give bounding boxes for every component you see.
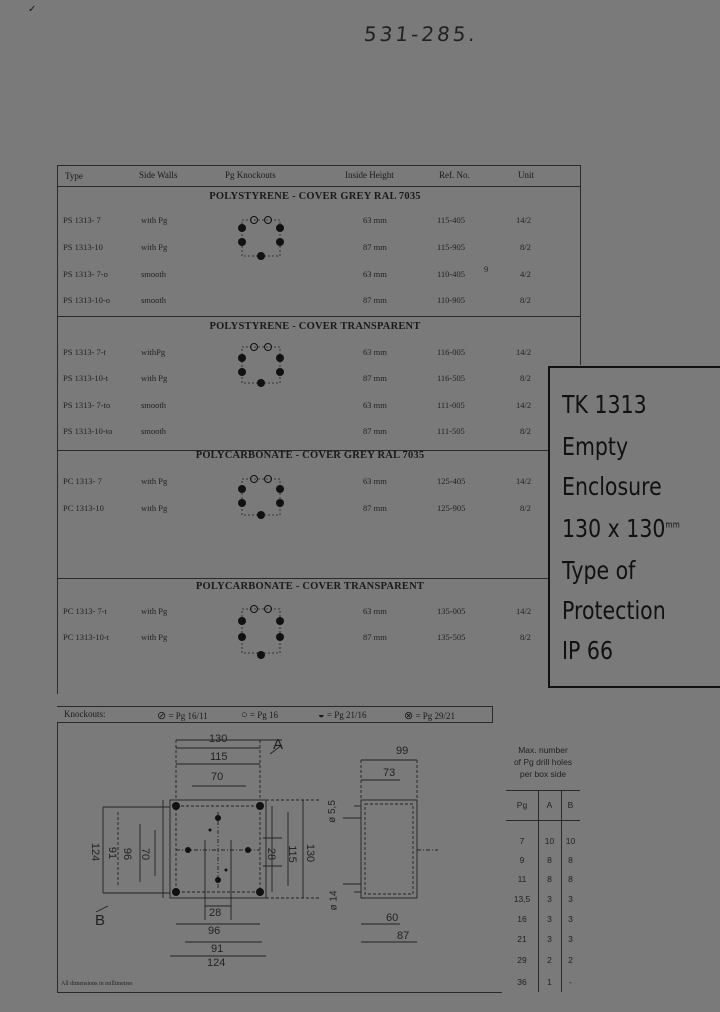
title-line: TK 1313 [562, 390, 647, 419]
dim-label: 130 [209, 733, 228, 745]
slashed-circle-icon: ⊘ [157, 710, 167, 722]
knockout-legend-item: ○ = Pg 16 [241, 709, 278, 721]
knockouts-label: Knockouts: [64, 709, 106, 719]
pg-table-cell: 9 [519, 855, 525, 865]
corner-mark: ✓ [28, 4, 37, 15]
dim-label: 91 [106, 846, 119, 860]
pg-table-cell: 29 [517, 955, 527, 965]
pg-table-cell: 10 [544, 836, 555, 846]
title-line: Enclosure [562, 472, 662, 501]
pg-table-cell: 2 [568, 955, 573, 965]
dim-label: 70 [139, 847, 152, 861]
pg-table-cell: 3 [568, 934, 573, 944]
pg-table-cell: 11 [517, 874, 527, 884]
pg-table-cell: 3 [568, 894, 573, 904]
pg-table-cell: 21 [517, 934, 527, 944]
col-unit: Unit [518, 170, 535, 180]
dim-label: 124 [207, 957, 226, 969]
col-side-walls: Side Walls [139, 170, 178, 180]
dim-label: 115 [210, 751, 228, 763]
dim-label: 124 [89, 842, 102, 862]
knockout-legend-item: ⊘ = Pg 16/11 [157, 710, 208, 722]
pg-table-caption: Max. number of Pg drill holes per box side [513, 745, 573, 779]
pg-table-cell: 3 [547, 934, 552, 944]
col-inside-height: Inside Height [345, 170, 394, 180]
pg-table-cell: 3 [547, 894, 552, 904]
crossed-circle-icon: ⊗ [404, 710, 414, 722]
section-title: POLYSTYRENE - COVER GREY RAL 7035 [209, 191, 421, 202]
pg-table-cell: 8 [547, 855, 552, 865]
handwritten-reference: 531-285. [362, 22, 480, 46]
pg-table-cell: 3 [547, 914, 552, 924]
pg-table-header: Pg [516, 800, 528, 810]
pg-table-cell: 16 [517, 914, 527, 924]
dim-label: 28 [209, 907, 222, 919]
dim-label: 28 [265, 847, 278, 861]
dim-label: 60 [386, 912, 399, 924]
pg-table-cell: 2 [547, 955, 552, 965]
section-title: POLYCARBONATE - COVER TRANSPARENT [195, 581, 425, 592]
col-pg-knockouts: Pg Knockouts [225, 170, 276, 180]
dim-label: 99 [396, 745, 409, 757]
half-circle-icon: ◒ [318, 709, 325, 721]
knockout-legend-item: ◒ = Pg 21/16 [318, 709, 367, 721]
title-line: Type of [562, 556, 636, 585]
dim-label: 91 [211, 943, 224, 955]
dim-label: 73 [383, 767, 396, 779]
col-type: Type [65, 171, 83, 181]
knockout-legend-item: ⊗ = Pg 29/21 [404, 710, 456, 722]
dim-label: 115 [285, 845, 298, 863]
dim-label: 96 [121, 847, 134, 861]
pg-table-cell: 3 [568, 914, 573, 924]
title-line: Empty [562, 432, 629, 461]
view-label-b: B [95, 912, 106, 929]
pg-table-cell: 7 [519, 836, 525, 846]
dim-label: 70 [211, 771, 224, 783]
margin-note: 9 [484, 264, 489, 274]
pg-table-cell: 1 [547, 977, 552, 987]
dim-label: ø 14 [328, 890, 340, 911]
view-label-a: A [273, 736, 284, 753]
pg-table-header: B [567, 800, 574, 810]
pg-table-cell: 8 [568, 855, 573, 865]
title-line: 130 x $130^{mm}$ [562, 514, 680, 543]
section-title: POLYSTYRENE - COVER TRANSPARENT [209, 321, 421, 332]
pg-table-cell: 36 [517, 977, 527, 987]
open-circle-icon: ○ [241, 709, 248, 721]
pg-table-cell: 8 [568, 874, 573, 884]
footnote: All dimensions in millimetres [61, 981, 133, 987]
col-ref-no: Ref. No. [439, 170, 470, 180]
section-title: POLYCARBONATE - COVER GREY RAL 7035 [195, 450, 425, 461]
dim-label: 87 [397, 930, 410, 942]
pg-table-header: A [546, 800, 553, 810]
unit-superscript: mm [665, 520, 680, 531]
pg-table-cell: 8 [547, 874, 552, 884]
dim-label: ø 5,5 [326, 800, 338, 823]
pg-table-cell: - [569, 977, 572, 987]
dim-label: 130 [304, 843, 317, 863]
title-line: Protection [562, 596, 666, 625]
pg-table-cell: 13,5 [513, 894, 531, 904]
pg-table-cell: 10 [565, 836, 576, 846]
title-line: IP 66 [562, 636, 614, 665]
dim-label: 96 [208, 925, 221, 937]
